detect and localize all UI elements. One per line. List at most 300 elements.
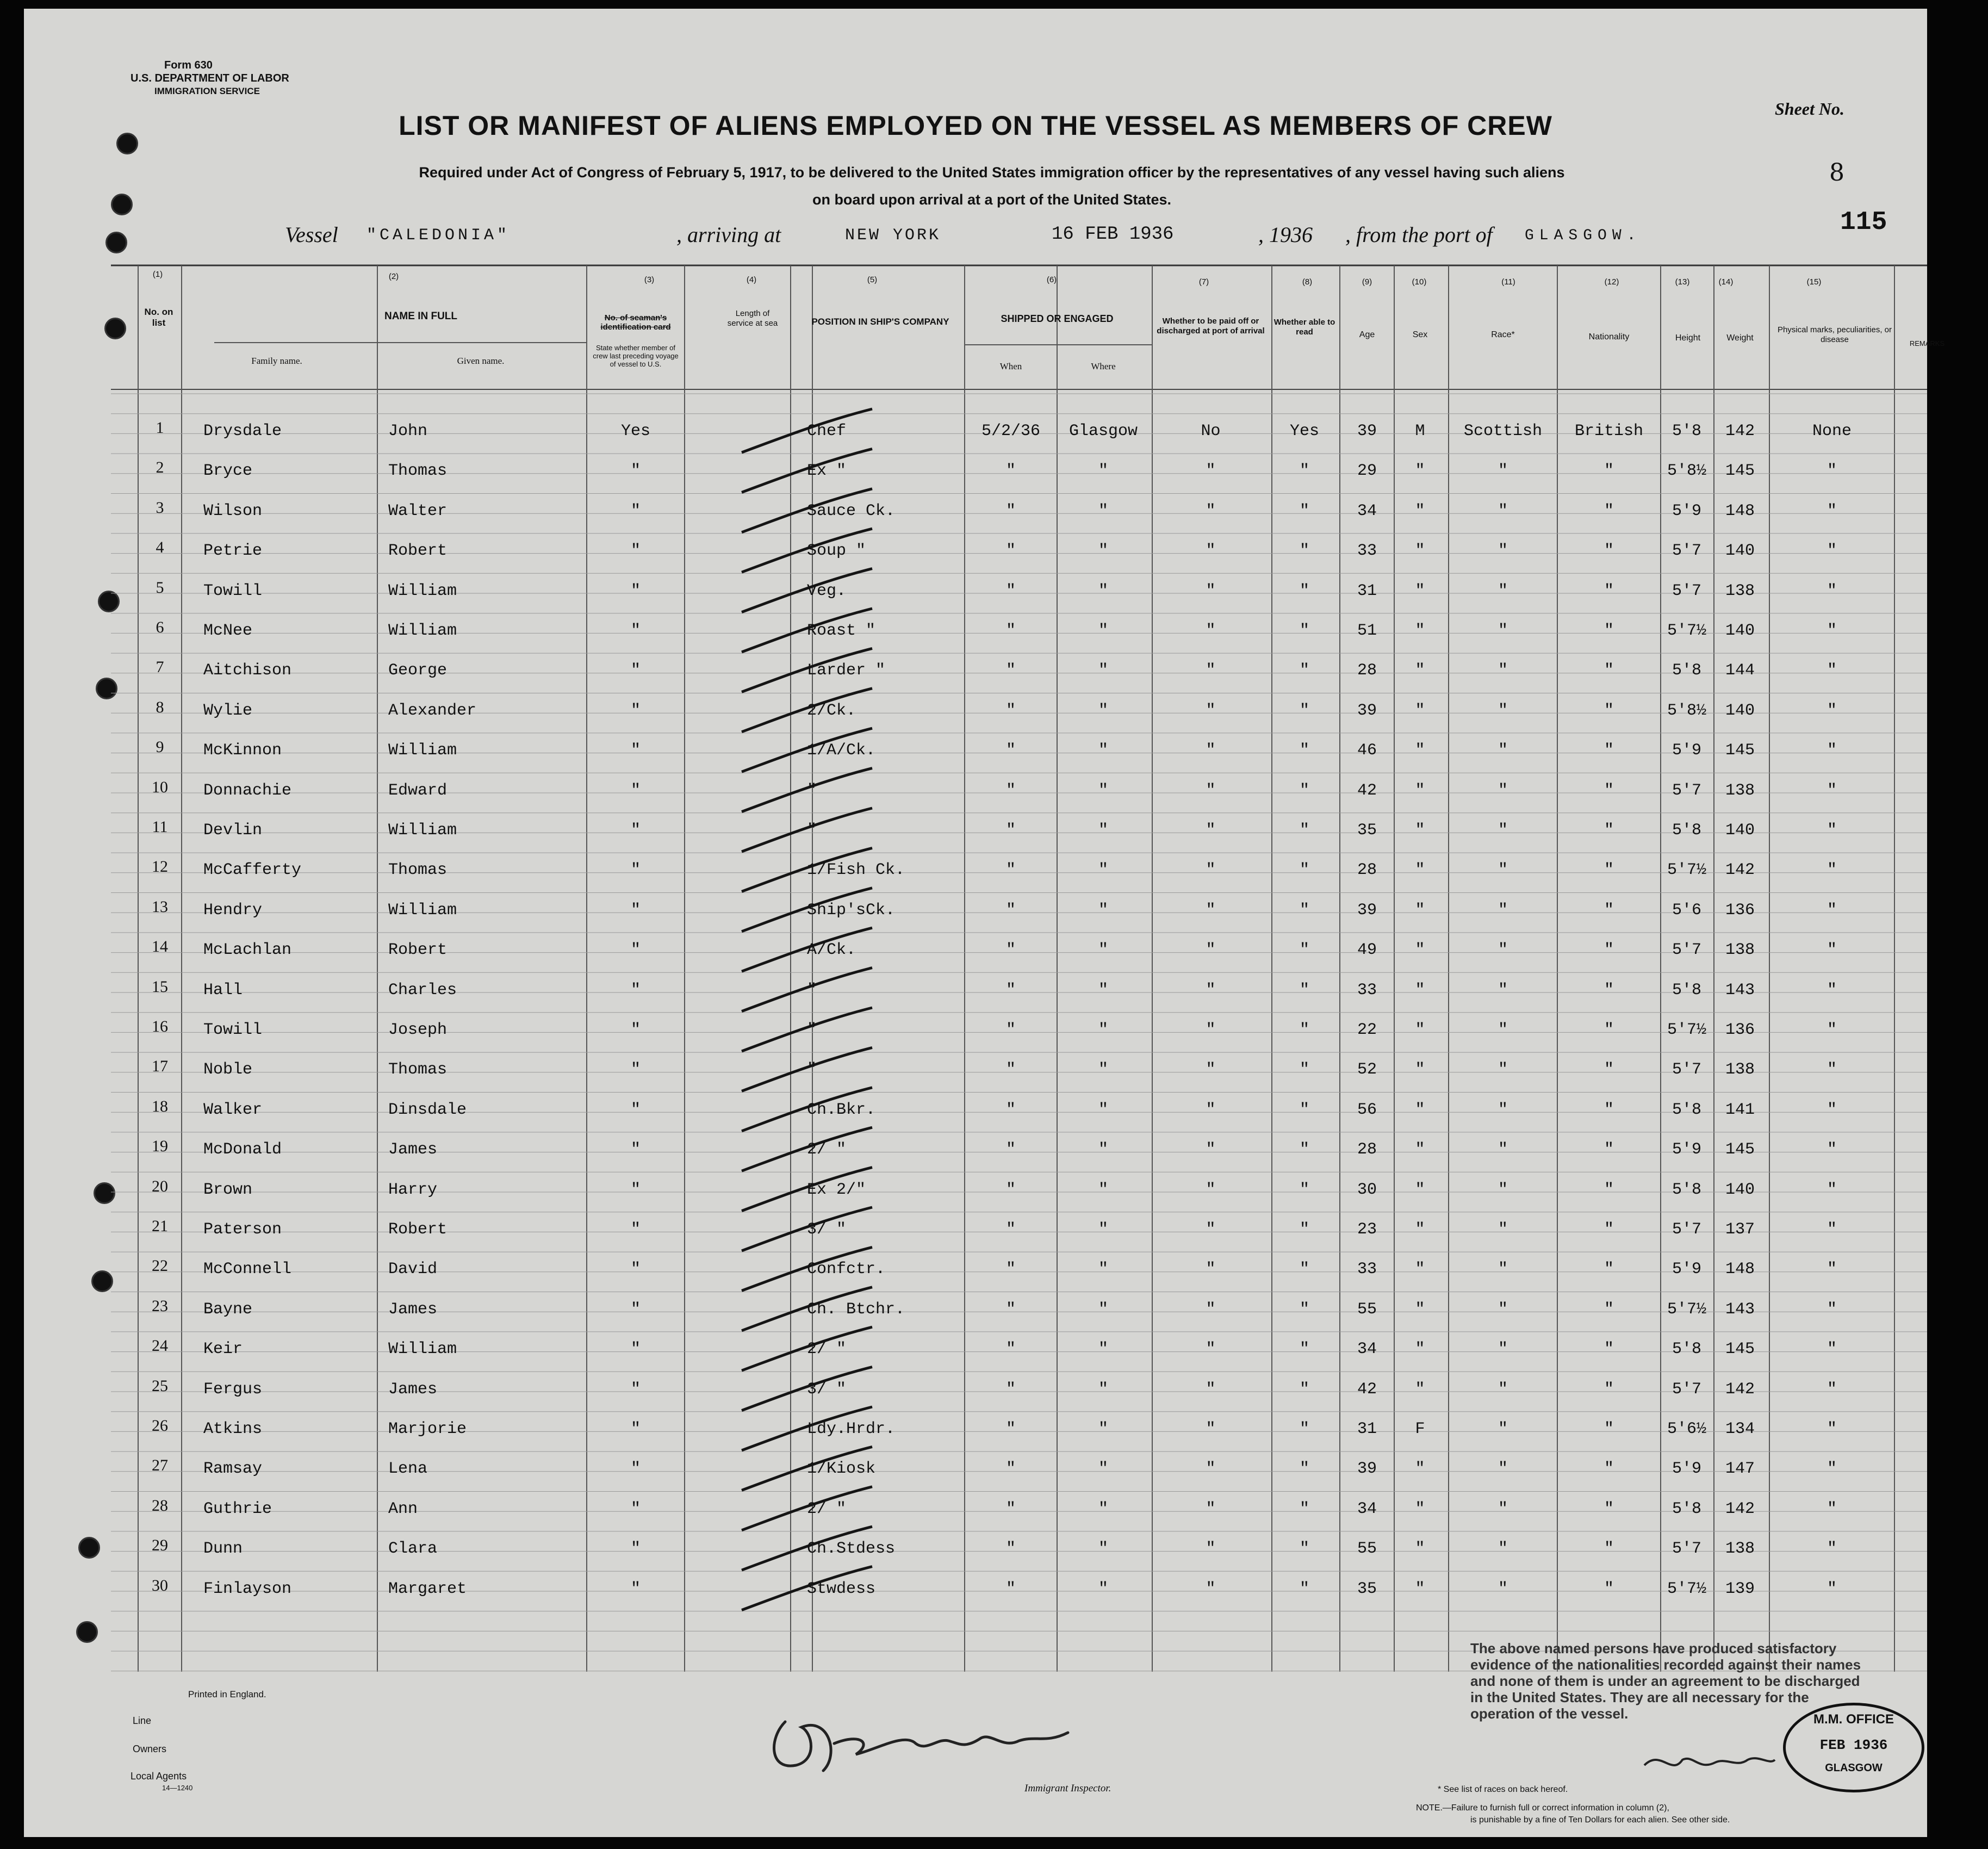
header-age: Age [1359, 330, 1375, 339]
arrival-year: , 1936 [1258, 222, 1313, 247]
position: " [807, 821, 817, 840]
sex: " [1415, 701, 1425, 720]
races-note: * See list of races on back hereof. [1438, 1785, 1568, 1794]
able-to-read: " [1299, 701, 1309, 720]
row-number: 19 [152, 1137, 168, 1156]
family-name: Paterson [203, 1220, 282, 1239]
prior-voyage: " [630, 701, 641, 720]
sheet-value: 8 [1829, 159, 1844, 187]
prior-voyage: " [630, 861, 641, 880]
physical-marks: " [1827, 1499, 1837, 1518]
family-name: Drysdale [203, 422, 282, 440]
height: 5'7 [1672, 542, 1701, 561]
row-number: 13 [152, 897, 168, 916]
family-name: McDonald [203, 1140, 282, 1159]
given-name: Robert [388, 542, 448, 561]
header-given-name: Given name. [457, 356, 505, 366]
able-to-read: " [1299, 1021, 1309, 1039]
nationality: " [1604, 1100, 1614, 1119]
header-height: Height [1675, 333, 1701, 343]
position: Confctr. [807, 1260, 886, 1279]
position: " [807, 981, 817, 1000]
height: 5'7 [1672, 1380, 1701, 1399]
family-name: Ramsay [203, 1460, 263, 1479]
engaged-when: " [1005, 821, 1016, 840]
family-name: Noble [203, 1060, 253, 1079]
physical-marks: " [1827, 821, 1837, 840]
nationality: " [1604, 1579, 1614, 1598]
row-number: 7 [156, 658, 164, 677]
col-number: (8) [1302, 277, 1313, 287]
able-to-read: " [1299, 581, 1309, 600]
race: " [1498, 941, 1508, 960]
race: " [1498, 1499, 1508, 1518]
height: 5'6½ [1667, 1420, 1706, 1438]
physical-marks: " [1827, 741, 1837, 760]
sex: " [1415, 1300, 1425, 1319]
physical-marks: " [1827, 661, 1837, 680]
given-name: David [388, 1260, 438, 1279]
able-to-read: " [1299, 1499, 1309, 1518]
able-to-read: " [1299, 781, 1309, 800]
nationality: " [1604, 462, 1614, 481]
family-name: Hall [203, 981, 243, 1000]
nationality: " [1604, 901, 1614, 920]
physical-marks: " [1827, 1021, 1837, 1039]
given-name: George [388, 661, 448, 680]
prior-voyage: " [630, 1140, 641, 1159]
height: 5'8 [1672, 1499, 1701, 1518]
given-name: Lena [388, 1460, 428, 1479]
race: " [1498, 542, 1508, 561]
engaged-where: " [1098, 701, 1108, 720]
age: 35 [1357, 821, 1377, 840]
weight: 140 [1725, 821, 1755, 840]
physical-marks: " [1827, 542, 1837, 561]
inspector-signature [763, 1711, 1101, 1782]
physical-marks: None [1812, 422, 1852, 440]
prior-voyage: " [630, 1460, 641, 1479]
sex: " [1415, 501, 1425, 520]
race: " [1498, 1420, 1508, 1438]
age: 39 [1357, 1460, 1377, 1479]
nationality: " [1604, 1220, 1614, 1239]
arriving-label: , arriving at [676, 222, 781, 247]
row-number: 27 [152, 1456, 168, 1475]
engaged-where: " [1098, 941, 1108, 960]
position: Ch.Stdess [807, 1540, 896, 1559]
race: " [1498, 781, 1508, 800]
seal-line-3: GLASGOW [1825, 1762, 1883, 1774]
engaged-when: " [1005, 1380, 1016, 1399]
physical-marks: " [1827, 1140, 1837, 1159]
col-number: (13) [1675, 277, 1690, 287]
row-number: 22 [152, 1257, 168, 1275]
paid-off: " [1206, 1420, 1216, 1438]
engaged-when: " [1005, 501, 1016, 520]
physical-marks: " [1827, 1260, 1837, 1279]
engaged-where: " [1098, 462, 1108, 481]
engaged-when: " [1005, 1060, 1016, 1079]
penalty-note-1: NOTE.—Failure to furnish full or correct information in column (2), [1416, 1803, 1669, 1813]
arrival-port: NEW YORK [845, 226, 941, 245]
physical-marks: " [1827, 981, 1837, 1000]
family-name: Walker [203, 1100, 263, 1119]
age: 23 [1357, 1220, 1377, 1239]
race: Scottish [1463, 422, 1543, 440]
page-title: LIST OR MANIFEST OF ALIENS EMPLOYED ON THE VESSEL AS MEMBERS OF CREW [399, 110, 1552, 141]
col-number: (3) [644, 275, 655, 284]
given-name: William [388, 901, 457, 920]
weight: 145 [1725, 462, 1755, 481]
row-number: 28 [152, 1496, 168, 1515]
race: " [1498, 1060, 1508, 1079]
race: " [1498, 501, 1508, 520]
engaged-when: " [1005, 981, 1016, 1000]
height: 5'8 [1672, 1180, 1701, 1199]
page-number: 115 [1840, 208, 1887, 237]
family-name: Fergus [203, 1380, 263, 1399]
family-name: Aitchison [203, 661, 292, 680]
weight: 142 [1725, 1380, 1755, 1399]
engaged-where: " [1098, 861, 1108, 880]
seal-line-1: M.M. OFFICE [1813, 1712, 1894, 1727]
height: 5'8 [1672, 981, 1701, 1000]
weight: 140 [1725, 701, 1755, 720]
weight: 136 [1725, 901, 1755, 920]
height: 5'7½ [1667, 1021, 1706, 1039]
given-name: Ann [388, 1499, 418, 1518]
engaged-when: " [1005, 1300, 1016, 1319]
nationality: " [1604, 701, 1614, 720]
nationality: " [1604, 1140, 1614, 1159]
position: Roast " [807, 622, 876, 640]
paid-off: " [1206, 1180, 1216, 1199]
row-number: 20 [152, 1177, 168, 1195]
sex: " [1415, 821, 1425, 840]
weight: 138 [1725, 941, 1755, 960]
header-length-service: Length of service at sea [727, 309, 778, 328]
given-name: Charles [388, 981, 457, 1000]
paid-off: No [1201, 422, 1221, 440]
prior-voyage: " [630, 1579, 641, 1598]
paid-off: " [1206, 1140, 1216, 1159]
row-number: 30 [152, 1576, 168, 1594]
paid-off: " [1206, 901, 1216, 920]
nationality: British [1574, 422, 1644, 440]
row-number: 17 [152, 1057, 168, 1076]
physical-marks: " [1827, 1540, 1837, 1559]
weight: 137 [1725, 1220, 1755, 1239]
able-to-read: " [1299, 1579, 1309, 1598]
paid-off: " [1206, 1021, 1216, 1039]
prior-voyage: " [630, 1300, 641, 1319]
height: 5'7½ [1667, 1300, 1706, 1319]
physical-marks: " [1827, 1460, 1837, 1479]
row-number: 12 [152, 858, 168, 876]
engaged-when: " [1005, 1180, 1016, 1199]
paid-off: " [1206, 622, 1216, 640]
sex: " [1415, 1579, 1425, 1598]
prior-voyage: " [630, 501, 641, 520]
height: 5'9 [1672, 501, 1701, 520]
paid-off: " [1206, 781, 1216, 800]
engaged-where: " [1098, 661, 1108, 680]
from-label: , from the port of [1345, 222, 1493, 247]
nationality: " [1604, 1460, 1614, 1479]
engaged-where: " [1098, 1540, 1108, 1559]
prior-voyage: " [630, 1260, 641, 1279]
paid-off: " [1206, 462, 1216, 481]
engaged-where: " [1098, 581, 1108, 600]
position: Soup " [807, 542, 866, 561]
able-to-read: " [1299, 1420, 1309, 1438]
sex: " [1415, 1260, 1425, 1279]
race: " [1498, 1140, 1508, 1159]
nationality: " [1604, 542, 1614, 561]
race: " [1498, 581, 1508, 600]
row-number: 6 [156, 618, 164, 636]
prior-voyage: " [630, 1340, 641, 1359]
engaged-when: " [1005, 781, 1016, 800]
engaged-when: " [1005, 1420, 1016, 1438]
row-number: 3 [156, 498, 164, 517]
position: 1/A/Ck. [807, 741, 876, 760]
engaged-where: " [1098, 741, 1108, 760]
engaged-when: " [1005, 1021, 1016, 1039]
physical-marks: " [1827, 701, 1837, 720]
able-to-read: " [1299, 861, 1309, 880]
seal-line-2: FEB 1936 [1819, 1737, 1888, 1753]
height: 5'7 [1672, 1540, 1701, 1559]
row-number: 15 [152, 977, 168, 996]
race: " [1498, 1021, 1508, 1039]
able-to-read: " [1299, 1300, 1309, 1319]
age: 42 [1357, 1380, 1377, 1399]
able-to-read: " [1299, 542, 1309, 561]
height: 5'8½ [1667, 462, 1706, 481]
able-to-read: " [1299, 1380, 1309, 1399]
age: 33 [1357, 542, 1377, 561]
sex: " [1415, 981, 1425, 1000]
nationality: " [1604, 1340, 1614, 1359]
given-name: James [388, 1300, 438, 1319]
engaged-where: " [1098, 622, 1108, 640]
header-when: When [999, 361, 1022, 371]
paid-off: " [1206, 981, 1216, 1000]
sex: M [1415, 422, 1425, 440]
prior-voyage: " [630, 1540, 641, 1559]
weight: 134 [1725, 1420, 1755, 1438]
able-to-read: " [1299, 941, 1309, 960]
engaged-where: " [1098, 1300, 1108, 1319]
header-able-read: Whether able to read [1273, 318, 1335, 337]
position: Ex " [807, 462, 847, 481]
engaged-where: " [1098, 1060, 1108, 1079]
sex: " [1415, 542, 1425, 561]
family-name: Devlin [203, 821, 263, 840]
age: 34 [1357, 501, 1377, 520]
age: 33 [1357, 981, 1377, 1000]
weight: 143 [1725, 981, 1755, 1000]
able-to-read: " [1299, 1340, 1309, 1359]
race: " [1498, 622, 1508, 640]
age: 49 [1357, 941, 1377, 960]
vessel-name: "CALEDONIA" [366, 226, 511, 245]
weight: 140 [1725, 622, 1755, 640]
weight: 138 [1725, 581, 1755, 600]
nationality: " [1604, 781, 1614, 800]
engaged-where: " [1098, 1260, 1108, 1279]
family-name: Wilson [203, 501, 263, 520]
engaged-when: " [1005, 1540, 1016, 1559]
row-number: 29 [152, 1536, 168, 1555]
weight: 143 [1725, 1300, 1755, 1319]
paid-off: " [1206, 1060, 1216, 1079]
race: " [1498, 1100, 1508, 1119]
sex: " [1415, 1220, 1425, 1239]
sex: " [1415, 581, 1425, 600]
paid-off: " [1206, 1260, 1216, 1279]
header-weight: Weight [1726, 333, 1754, 343]
race: " [1498, 1260, 1508, 1279]
prior-voyage: " [630, 1499, 641, 1518]
age: 55 [1357, 1540, 1377, 1559]
col-number: (9) [1362, 277, 1372, 287]
owners-label: Owners [133, 1743, 167, 1754]
row-number: 14 [152, 938, 168, 956]
nationality: " [1604, 1021, 1614, 1039]
able-to-read: " [1299, 821, 1309, 840]
prior-voyage: " [630, 1420, 641, 1438]
inspector-label: Immigrant Inspector. [1024, 1783, 1111, 1794]
col-number: (14) [1718, 277, 1734, 287]
position: Sauce Ck. [807, 501, 896, 520]
position: 3/ " [807, 1380, 847, 1399]
nationality: " [1604, 741, 1614, 760]
able-to-read: " [1299, 1220, 1309, 1239]
paid-off: " [1206, 1540, 1216, 1559]
given-name: Marjorie [388, 1420, 467, 1438]
row-number: 4 [156, 538, 164, 557]
paid-off: " [1206, 701, 1216, 720]
paid-off: " [1206, 1220, 1216, 1239]
age: 42 [1357, 781, 1377, 800]
paid-off: " [1206, 1579, 1216, 1598]
position: Ch. Btchr. [807, 1300, 905, 1319]
position: Ex 2/" [807, 1180, 866, 1199]
given-name: Thomas [388, 1060, 448, 1079]
physical-marks: " [1827, 861, 1837, 880]
height: 5'7½ [1667, 861, 1706, 880]
engaged-where: " [1098, 1021, 1108, 1039]
height: 5'8 [1672, 422, 1701, 440]
header-marks: Physical marks, peculiarities, or disease [1777, 325, 1892, 344]
prior-voyage: Yes [620, 422, 650, 440]
prior-voyage: " [630, 981, 641, 1000]
header-sex: Sex [1412, 330, 1428, 339]
sex: " [1415, 462, 1425, 481]
given-name: Walter [388, 501, 448, 520]
physical-marks: " [1827, 1420, 1837, 1438]
position: 2/ " [807, 1499, 847, 1518]
given-name: Harry [388, 1180, 438, 1199]
engaged-where: " [1098, 1180, 1108, 1199]
race: " [1498, 1540, 1508, 1559]
paid-off: " [1206, 501, 1216, 520]
service-label: IMMIGRATION SERVICE [154, 86, 260, 96]
engaged-when: " [1005, 1100, 1016, 1119]
given-name: Thomas [388, 861, 448, 880]
nationality: " [1604, 1420, 1614, 1438]
header-race: Race* [1491, 330, 1515, 339]
age: 22 [1357, 1021, 1377, 1039]
weight: 138 [1725, 1060, 1755, 1079]
age: 30 [1357, 1180, 1377, 1199]
position: Larder " [807, 661, 886, 680]
engaged-when: " [1005, 1340, 1016, 1359]
sex: " [1415, 1460, 1425, 1479]
family-name: Towill [203, 581, 263, 600]
sheet-label: Sheet No. [1775, 99, 1844, 119]
row-number: 25 [152, 1376, 168, 1395]
sex: " [1415, 1180, 1425, 1199]
position: A/Ck. [807, 941, 856, 960]
physical-marks: " [1827, 462, 1837, 481]
engaged-when: " [1005, 462, 1016, 481]
engaged-when: " [1005, 1499, 1016, 1518]
family-name: Towill [203, 1021, 263, 1039]
weight: 144 [1725, 661, 1755, 680]
physical-marks: " [1827, 1579, 1837, 1598]
row-number: 1 [156, 419, 164, 437]
position: " [807, 781, 817, 800]
row-number: 10 [152, 778, 168, 796]
nationality: " [1604, 861, 1614, 880]
physical-marks: " [1827, 1300, 1837, 1319]
physical-marks: " [1827, 941, 1837, 960]
able-to-read: " [1299, 1460, 1309, 1479]
age: 35 [1357, 1579, 1377, 1598]
physical-marks: " [1827, 1220, 1837, 1239]
height: 5'7 [1672, 581, 1701, 600]
sex: " [1415, 1021, 1425, 1039]
col-number: (4) [746, 275, 757, 284]
family-name: McConnell [203, 1260, 292, 1279]
height: 5'7 [1672, 781, 1701, 800]
weight: 138 [1725, 1540, 1755, 1559]
able-to-read: " [1299, 1060, 1309, 1079]
given-name: Margaret [388, 1579, 467, 1598]
paid-off: " [1206, 941, 1216, 960]
col-number: (6) [1046, 275, 1057, 284]
race: " [1498, 462, 1508, 481]
weight: 140 [1725, 542, 1755, 561]
engaged-when: " [1005, 661, 1016, 680]
family-name: Bryce [203, 462, 253, 481]
sex: " [1415, 622, 1425, 640]
form-code: 14—1240 [162, 1784, 193, 1792]
position: Chef [807, 422, 847, 440]
engaged-when: " [1005, 941, 1016, 960]
header-paid-off: Whether to be paid off or discharged at port of arrival [1157, 317, 1265, 336]
weight: 139 [1725, 1579, 1755, 1598]
physical-marks: " [1827, 901, 1837, 920]
physical-marks: " [1827, 581, 1837, 600]
departure-port: GLASGOW. [1525, 227, 1642, 244]
weight: 142 [1725, 1499, 1755, 1518]
engaged-where: " [1098, 542, 1108, 561]
